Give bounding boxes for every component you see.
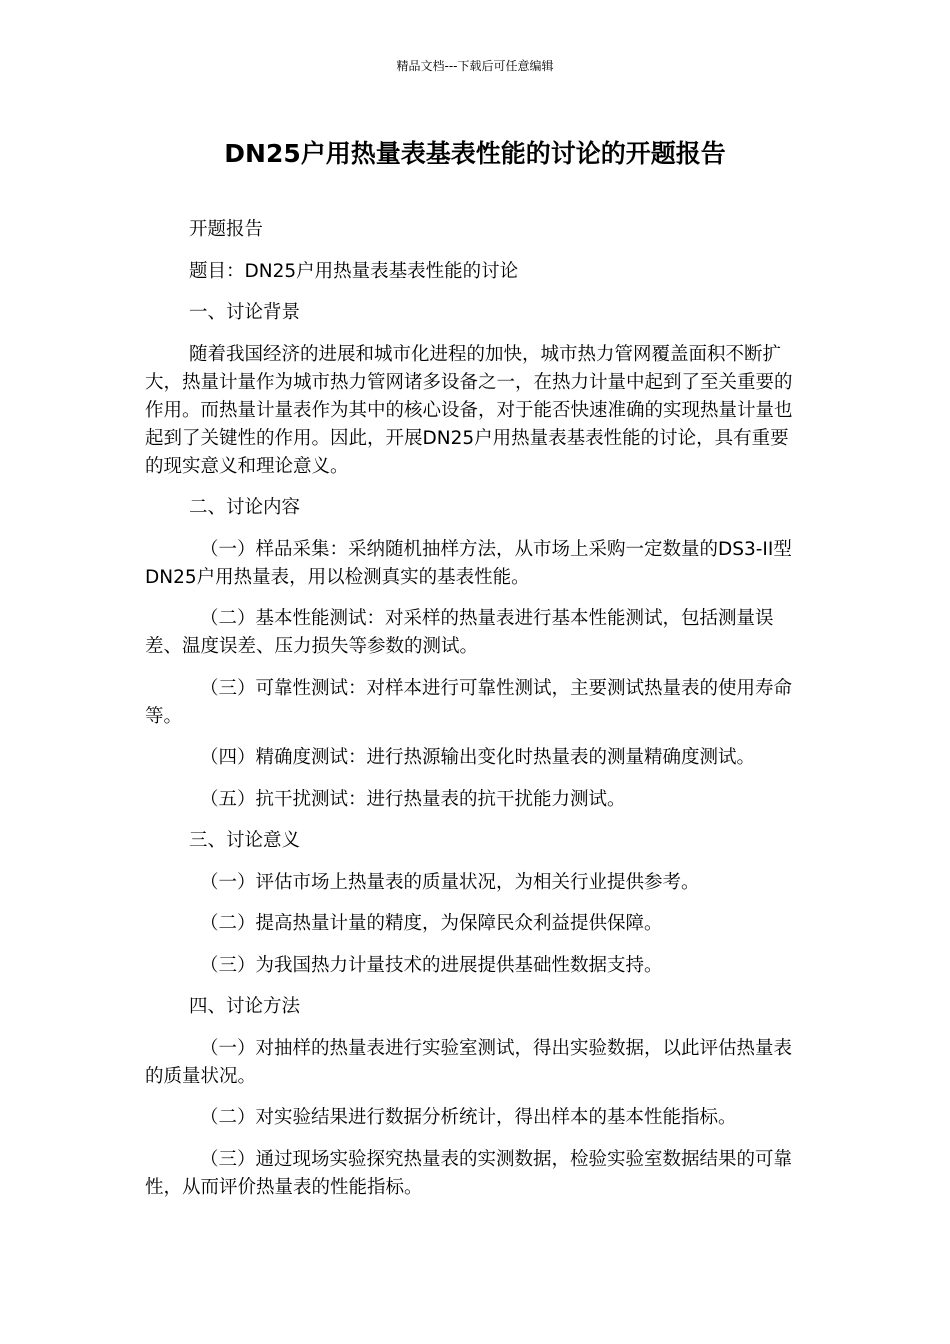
report-topic: 题目：DN25户用热量表基表性能的讨论 bbox=[189, 260, 519, 282]
method-item-2: （二）对实验结果进行数据分析统计，得出样本的基本性能指标。 bbox=[200, 1107, 737, 1128]
report-label: 开题报告 bbox=[189, 219, 264, 240]
content-item-basic-test: （二）基本性能测试：对采样的热量表进行基本性能测试，包括测量误差、温度误差、压力损失等参数的测试。 bbox=[145, 608, 774, 657]
document-body bbox=[145, 216, 800, 1215]
section-heading-background: 一、讨论背景 bbox=[189, 302, 301, 323]
section-heading-content: 二、讨论内容 bbox=[189, 497, 301, 518]
content-item-accuracy: （四）精确度测试：进行热源输出变化时热量表的测量精确度测试。 bbox=[200, 747, 756, 768]
section-heading-significance: 三、讨论意义 bbox=[189, 830, 301, 851]
content-item-interference: （五）抗干扰测试：进行热量表的抗干扰能力测试。 bbox=[200, 788, 626, 810]
document-title: DN25户用热量表基表性能的讨论的开题报告 bbox=[224, 139, 726, 168]
significance-item-3: （三）为我国热力计量技术的进展提供基础性数据支持。 bbox=[200, 954, 663, 976]
background-paragraph: 随着我国经济的进展和城市化进程的加快，城市热力管网覆盖面积不断扩大，热量计量作为城市热力管网诸多设备之一，在热力计量中起到了至关重要的作用。而热量计量表作为其中的核心设备，对于能否快速准确的实现热量计量也起到了关键性的作用。因此，开展DN25户用热量表基表性能的讨论，具有重要的现实意义和理论意义。 bbox=[145, 343, 793, 477]
significance-item-1: （一）评估市场上热量表的质量状况，为相关行业提供参考。 bbox=[200, 871, 700, 893]
content-item-sampling: （一）样品采集：采纳随机抽样方法，从市场上采购一定数量的DS3-II型DN25户用热量表，用以检测真实的基表性能。 bbox=[145, 538, 792, 588]
content-item-reliability: （三）可靠性测试：对样本进行可靠性测试，主要测试热量表的使用寿命等。 bbox=[145, 677, 793, 727]
header-note: 精品文档---下载后可任意编辑 bbox=[396, 59, 554, 73]
method-item-3: （三）通过现场实验探究热量表的实测数据，检验实验室数据结果的可靠性，从而评价热量表的性能指标。 bbox=[145, 1148, 793, 1198]
significance-item-2: （二）提高热量计量的精度，为保障民众利益提供保障。 bbox=[200, 913, 663, 934]
method-item-1: （一）对抽样的热量表进行实验室测试，得出实验数据，以此评估热量表的质量状况。 bbox=[145, 1037, 793, 1087]
section-heading-method: 四、讨论方法 bbox=[189, 996, 301, 1017]
